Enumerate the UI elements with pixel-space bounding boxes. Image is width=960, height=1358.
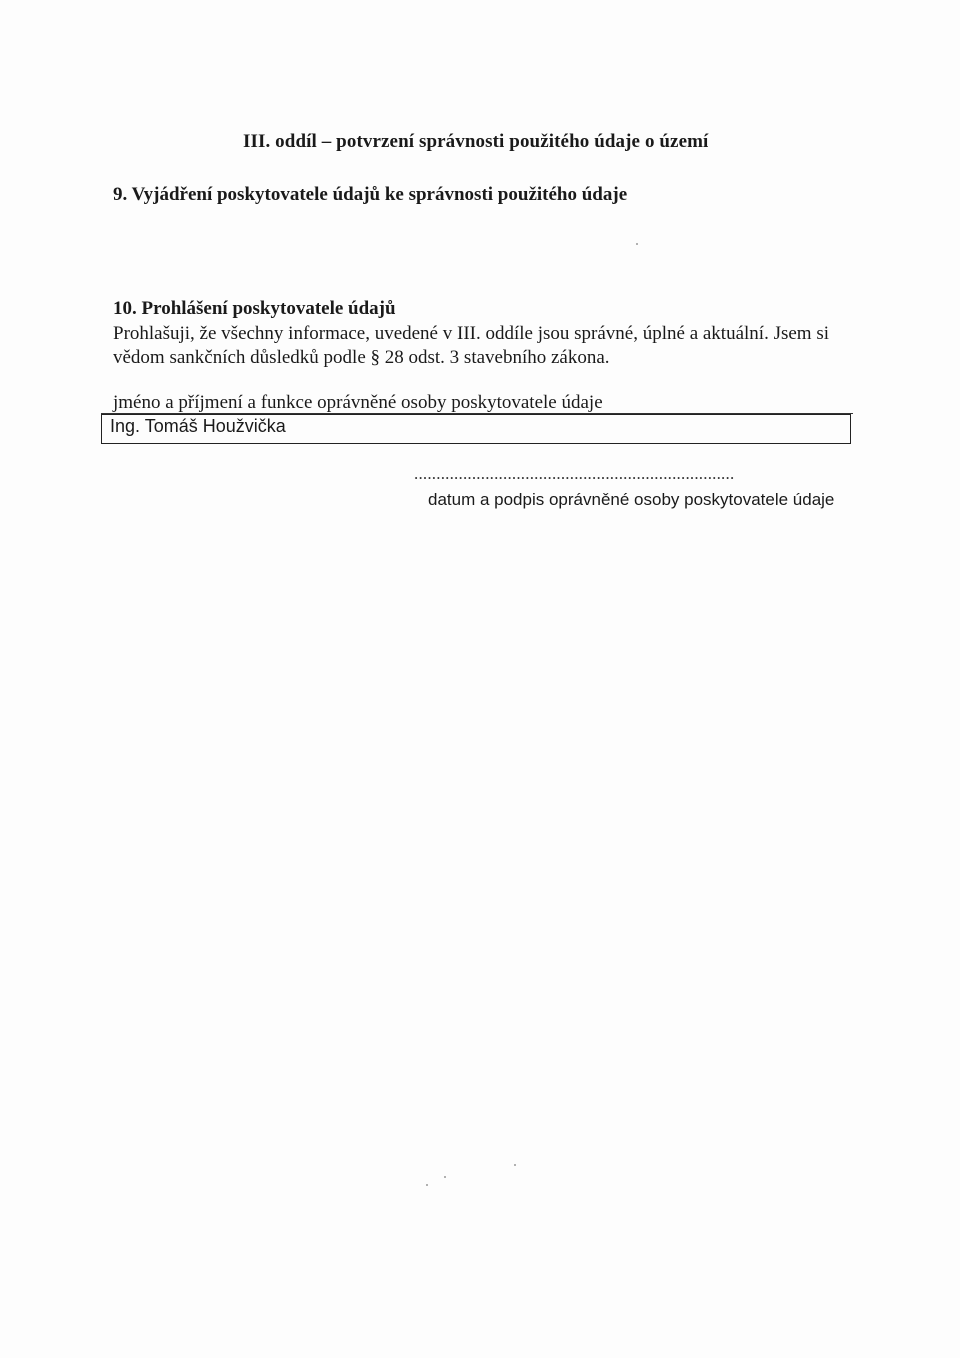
item-9-heading: 9. Vyjádření poskytovatele údajů ke správnosti použitého údaje <box>113 184 628 205</box>
declaration-line-1: Prohlašuji, že všechny informace, uvedené v III. oddíle jsou správné, úplné a aktuální. Jsem si <box>113 323 829 344</box>
provider-name-field[interactable] <box>101 414 851 444</box>
declaration-paragraph <box>113 322 873 370</box>
scan-speck <box>636 243 638 245</box>
signature-label: datum a podpis oprávněné osoby poskytovatele údaje <box>428 490 835 509</box>
declaration-line-2: vědom sankčních důsledků podle § 28 odst. 3 stavebního zákona. <box>113 347 610 368</box>
item-10-heading: 10. Prohlášení poskytovatele údajů <box>113 298 396 319</box>
signature-dotted-line: ........................................................................ <box>414 464 735 483</box>
section-title: III. oddíl – potvrzení správnosti použitého údaje o území <box>243 131 709 152</box>
scan-speck <box>444 1176 446 1178</box>
provider-name-value: Ing. Tomáš Houžvička <box>110 416 286 436</box>
scan-speck <box>426 1184 428 1186</box>
scan-speck <box>514 1164 516 1166</box>
provider-name-label: jméno a příjmení a funkce oprávněné osoby poskytovatele údaje <box>113 392 603 413</box>
